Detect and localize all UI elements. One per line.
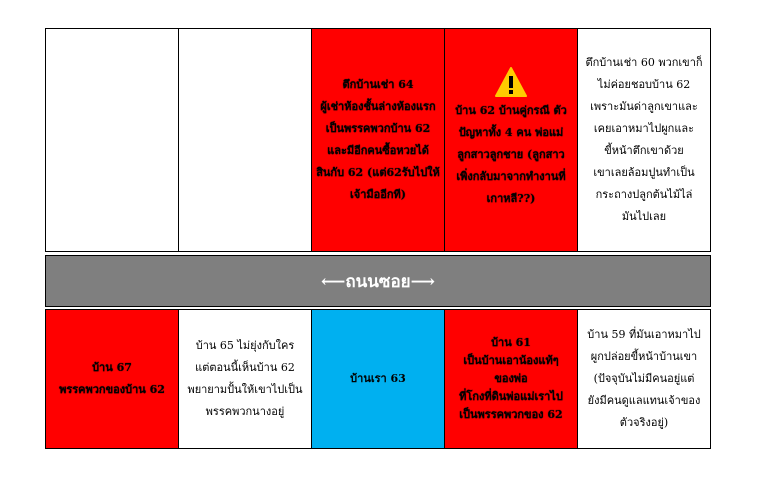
house-60-line-6: เขาเลยล้อมปูนทำเป็น [593,166,695,179]
empty-lot-cell-1 [45,28,179,252]
house-65-line-4: พรรคพวกนางอยู่ [205,405,285,418]
house-59-line-1: บ้าน 59 ที่มันเอาหมาไป [587,328,701,341]
house-60-line-8: มันไปเลย [621,210,667,223]
house-64-line-1: ตึกบ้านเช่า 64 [342,78,414,91]
house-63-line-1: บ้านเรา 63 [350,372,406,385]
house-62-line-3: ลูกสาวลูกชาย (ลูกสาว [457,148,565,161]
house-60-line-5: ขี้หน้าตึกเขาด้วย [604,144,684,157]
house-64-line-4: และมีอีกคนซื้อหวยได้ [327,144,429,157]
house-67-cell [45,309,179,449]
house-59-line-3: (ปัจจุบันไม่มีคนอยู่แต่ [593,372,695,385]
house-64-line-6: เจ้ามืออีกที) [350,188,406,201]
road-label: ⟵ถนนซอย⟶ [321,271,435,292]
house-60-line-2: ไม่ค่อยชอบบ้าน 62 [597,78,691,91]
house-65-cell [178,309,312,449]
house-60-line-4: เคยเอาหมาไปผูกและ [593,122,695,135]
house-61-line-4: ที่โกงที่ดินพ่อแม่เราไป [459,390,563,403]
house-65-line-3: พยายามปั้นให้เขาไปเป็น [187,383,303,396]
road-band [45,255,711,307]
house-64-line-3: เป็นพรรคพวกบ้าน 62 [325,122,431,135]
house-62-line-4: เพิ่งกลับมาจากทำงานที่ [456,170,566,183]
house-67-line-1: บ้าน 67 [92,361,132,374]
empty-lot-cell-2 [178,28,312,252]
house-62-line-5: เกาหลี??) [486,192,536,205]
house-65-line-1: บ้าน 65 ไม่ยุ่งกับใคร [195,339,295,352]
house-61-cell [444,309,578,449]
house-59-line-5: ตัวจริงอยู่) [619,416,669,429]
house-64-line-5: สินกับ 62 (แต่62รับไปให้ [316,166,440,179]
house-64-cell [311,28,445,252]
house-61-line-2: เป็นบ้านเอาน้องแท้ๆ [463,354,559,367]
house-60-line-3: เพราะมันด่าลูกเขาและ [590,100,698,113]
house-65-line-2: แต่ตอนนี้เห็นบ้าน 62 [195,361,295,374]
house-62-line-2: ปัญหาทั้ง 4 คน พ่อแม่ [458,126,564,139]
house-61-line-5: เป็นพรรคพวกของ 62 [459,408,563,421]
house-60-line-1: ตึกบ้านเช่า 60 พวกเขาก็ [585,56,703,69]
house-61-line-3: ของพ่อ [494,372,528,385]
house-59-line-4: ยังมีคนดูแลแทนเจ้าของ [587,394,701,407]
house-64-line-2: ผู้เช่าห้องชั้นล่างห้องแรก [320,100,436,113]
house-63-cell [311,309,445,449]
warning-icon [494,66,528,98]
house-61-line-1: บ้าน 61 [491,336,531,349]
house-62-cell [444,28,578,252]
house-59-cell [577,309,711,449]
house-67-line-2: พรรคพวกของบ้าน 62 [59,383,165,396]
house-60-cell [577,28,711,252]
house-62-line-1: บ้าน 62 บ้านคู่กรณี ตัว [455,104,567,117]
house-59-line-2: ผูกปล่อยขี้หน้าบ้านเขา [590,350,698,363]
house-60-line-7: กระถางปลูกต้นไม้ไล่ [595,188,693,201]
